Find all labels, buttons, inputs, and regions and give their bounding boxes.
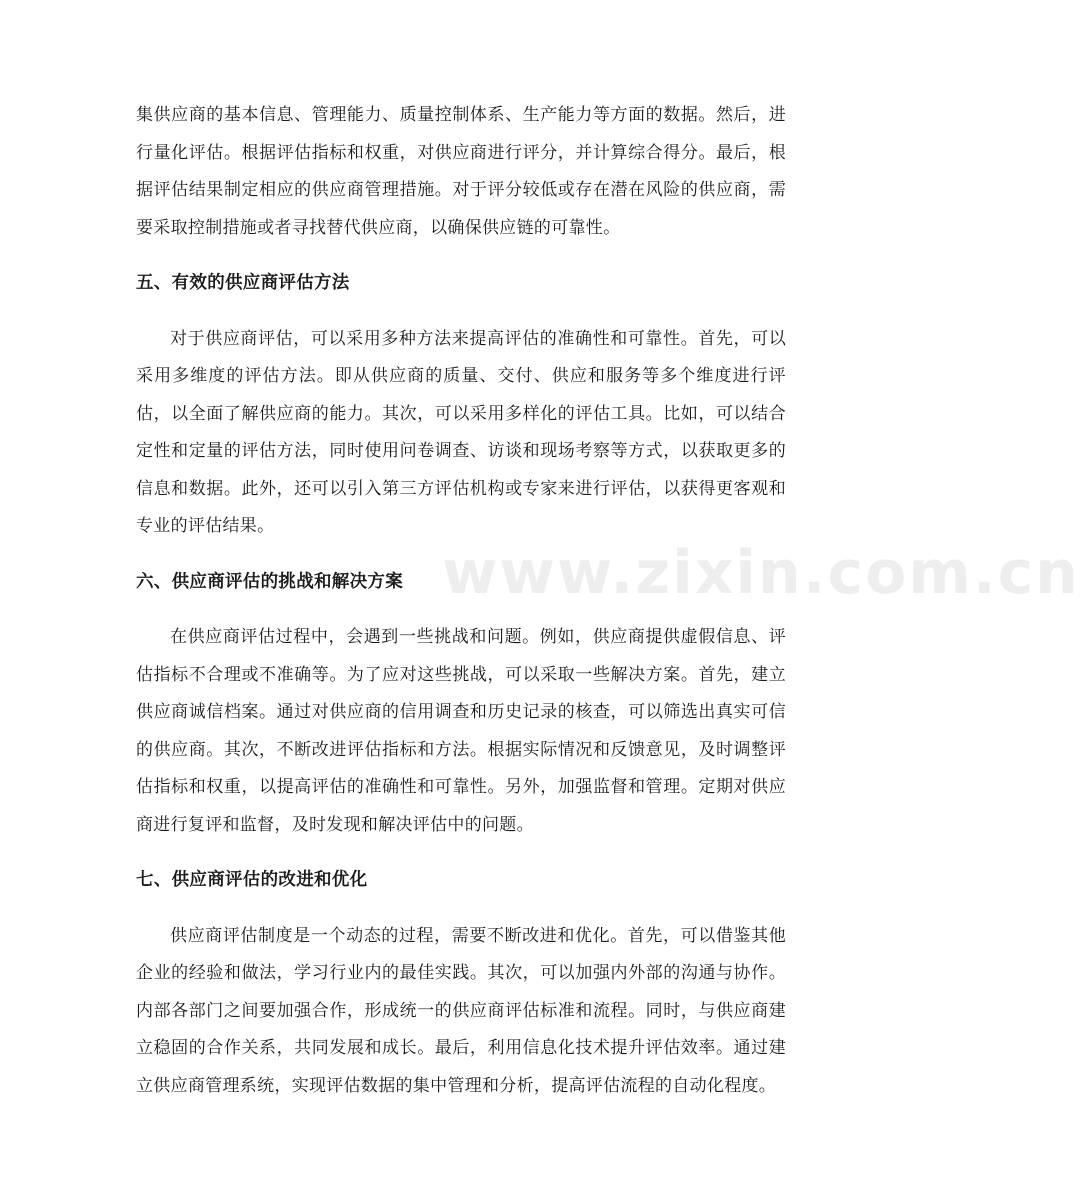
- watermark: www.zixin.com.cn: [442, 538, 1080, 608]
- section-paragraph: 对于供应商评估，可以采用多种方法来提高评估的准确性和可靠性。首先，可以采用多维度的评估方法。即从供应商的质量、交付、供应和服务等多个维度进行评估，以全面了解供应商的能力。其次，可以采用多样化的评估工具。比如，可以结合定性和定量的评估方法，同时使用问卷调查、访谈和现场考察等方式，以获取更多的信息和数据。此外，还可以引入第三方评估机构或专家来进行评估，以获得更客观和专业的评估结果。: [136, 328, 786, 536]
- document-body: [136, 97, 786, 1105]
- section-heading: 五、有效的供应商评估方法: [136, 273, 350, 293]
- section-paragraph: 在供应商评估过程中，会遇到一些挑战和问题。例如，供应商提供虚假信息、评估指标不合理或不准确等。为了应对这些挑战，可以采取一些解决方案。首先，建立供应商诚信档案。通过对供应商的信用调查和历史记录的核查，可以筛选出真实可信的供应商。其次，不断改进评估指标和方法。根据实际情况和反馈意见，及时调整评估指标和权重，以提高评估的准确性和可靠性。另外，加强监督和管理。定期对供应商进行复评和监督，及时发现和解决评估中的问题。: [136, 627, 786, 835]
- section-heading: 七、供应商评估的改进和优化: [136, 870, 368, 890]
- section-paragraph: 供应商评估制度是一个动态的过程，需要不断改进和优化。首先，可以借鉴其他企业的经验和做法，学习行业内的最佳实践。其次，可以加强内外部的沟通与协作。内部各部门之间要加强合作，形成统一的供应商评估标准和流程。同时，与供应商建立稳固的合作关系，共同发展和成长。最后，利用信息化技术提升评估效率。通过建立供应商管理系统，实现评估数据的集中管理和分析，提高评估流程的自动化程度。: [136, 925, 786, 1096]
- section-heading: 六、供应商评估的挑战和解决方案: [136, 571, 403, 592]
- intro-paragraph: 集供应商的基本信息、管理能力、质量控制体系、生产能力等方面的数据。然后，进行量化评估。根据评估指标和权重，对供应商进行评分，并计算综合得分。最后，根据评估结果制定相应的供应商管理措施。对于评分较低或存在潜在风险的供应商，需要采取控制措施或者寻找替代供应商，以确保供应链的可靠性。: [136, 105, 786, 238]
